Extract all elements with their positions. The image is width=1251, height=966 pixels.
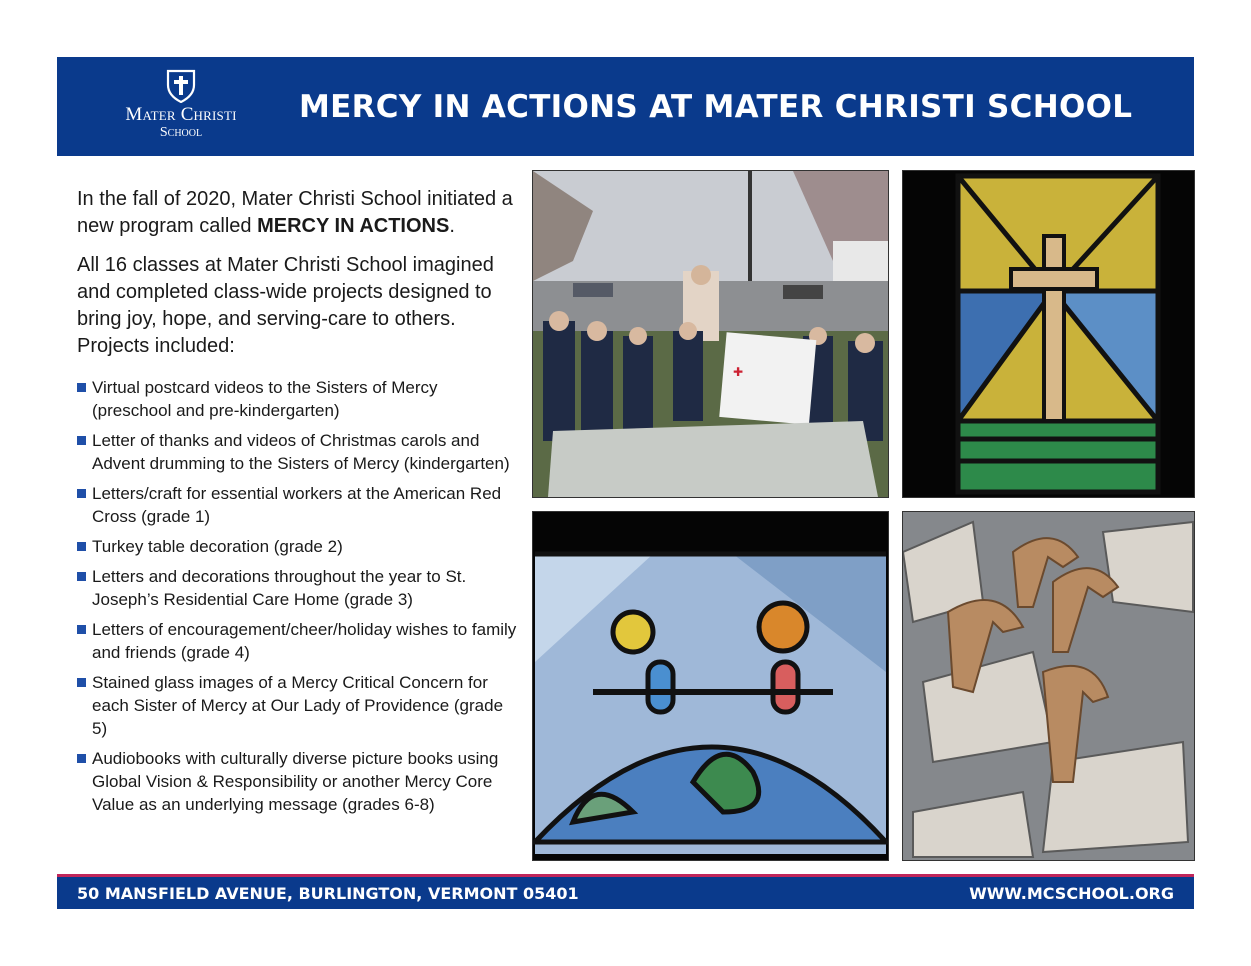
project-text: Audiobooks with culturally diverse picture books using Global Vision & Responsibility or another Mercy Core Value as an underlying message (grades 6-8) — [92, 749, 499, 814]
project-text: Letters of encouragement/cheer/holiday wishes to family and friends (grade 4) — [92, 620, 517, 662]
square-bullet-icon — [77, 383, 86, 392]
photo-stained-glass-cross — [902, 170, 1195, 498]
program-name: MERCY IN ACTIONS — [257, 215, 450, 237]
intro-text: In the fall of 2020, Mater Christi School initiated a new program called — [77, 188, 513, 237]
photo-stained-glass-world — [532, 511, 889, 861]
shield-cross-icon — [166, 69, 196, 103]
project-text: Letters/craft for essential workers at the American Red Cross (grade 1) — [92, 484, 502, 526]
project-text: Stained glass images of a Mercy Critical Concern for each Sister of Mercy at Our Lady of Providence (grade 5) — [92, 673, 504, 738]
photo-paper-turkeys — [902, 511, 1195, 861]
footer-bar — [57, 877, 1194, 909]
classes-paragraph: All 16 classes at Mater Christi School imagined and completed class-wide projects designed to bring joy, hope, and serving-care to others. Projects included: — [77, 254, 494, 357]
photo-students-outdoors — [532, 170, 889, 498]
logo-name: Mater Christi — [125, 104, 237, 125]
list-item — [77, 618, 517, 664]
list-item — [77, 429, 517, 475]
list-item — [77, 565, 517, 611]
list-item — [77, 376, 517, 422]
intro-end: . — [449, 215, 455, 237]
square-bullet-icon — [77, 436, 86, 445]
project-text: Virtual postcard videos to the Sisters of Mercy (preschool and pre-kindergarten) — [92, 378, 438, 420]
list-item — [77, 747, 517, 816]
project-text: Letter of thanks and videos of Christmas carols and Advent drumming to the Sisters of Mercy (kindergarten) — [92, 431, 510, 473]
square-bullet-icon — [77, 678, 86, 687]
project-text: Letters and decorations throughout the year to St. Joseph’s Residential Care Home (grade 3) — [92, 567, 467, 609]
square-bullet-icon — [77, 489, 86, 498]
website-link[interactable]: WWW.MCSCHOOL.ORG — [969, 884, 1174, 903]
main-content — [77, 186, 517, 823]
logo-subtitle: School — [159, 125, 203, 140]
projects-list — [77, 376, 517, 816]
school-logo[interactable] — [109, 69, 253, 144]
square-bullet-icon — [77, 754, 86, 763]
square-bullet-icon — [77, 572, 86, 581]
school-address: 50 MANSFIELD AVENUE, BURLINGTON, VERMONT 05401 — [77, 884, 579, 903]
square-bullet-icon — [77, 625, 86, 634]
svg-text:✚: ✚ — [733, 365, 744, 379]
square-bullet-icon — [77, 542, 86, 551]
project-text: Turkey table decoration (grade 2) — [92, 537, 343, 556]
list-item — [77, 535, 517, 558]
list-item — [77, 671, 517, 740]
header-banner — [57, 57, 1194, 156]
list-item — [77, 482, 517, 528]
intro-paragraph — [77, 186, 517, 240]
page-title: MERCY IN ACTIONS AT MATER CHRISTI SCHOOL — [299, 89, 1133, 125]
